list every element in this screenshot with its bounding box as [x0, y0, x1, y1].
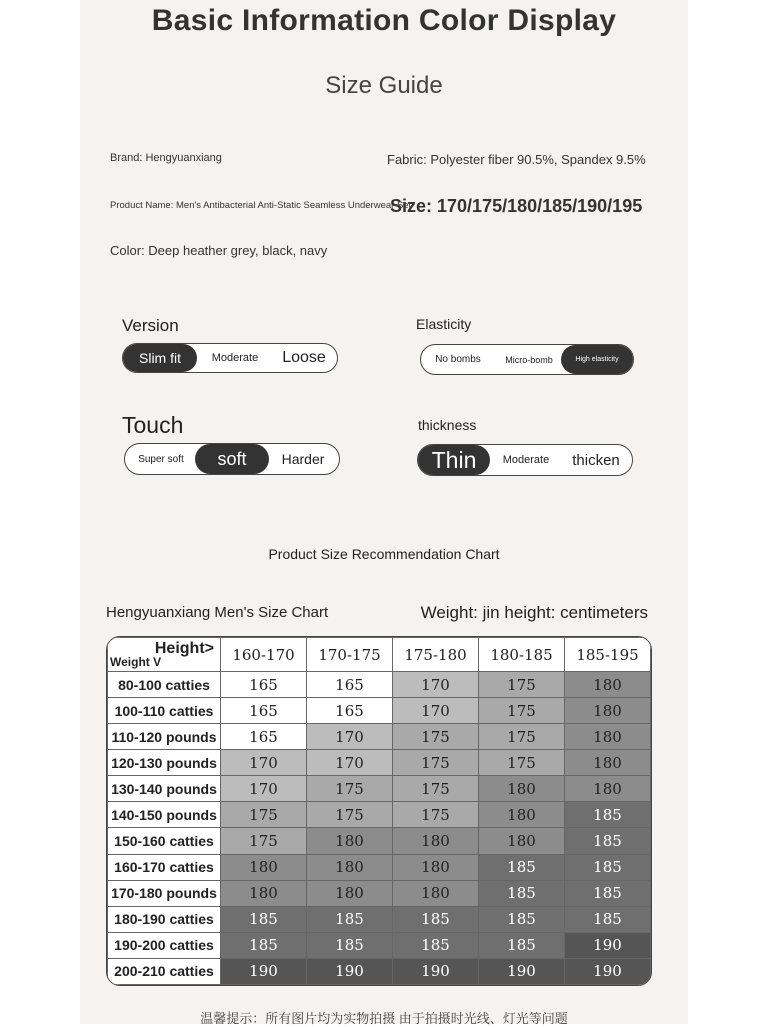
size-range-text: Size: 170/175/180/185/190/195 — [390, 196, 643, 216]
size-chart-row — [108, 958, 651, 984]
size-cell: 180 — [479, 828, 565, 854]
size-cell: 180 — [221, 854, 307, 880]
touch-label: Touch — [122, 412, 184, 438]
size-cell: 180 — [479, 802, 565, 828]
height-axis-label: Height> — [154, 640, 214, 657]
size-cell: 170 — [393, 698, 479, 724]
size-cell: 170 — [393, 672, 479, 698]
weight-row-label: 180-190 catties — [108, 906, 221, 932]
touch-option-super-soft[interactable]: Super soft — [138, 453, 184, 465]
size-cell: 165 — [307, 698, 393, 724]
fabric-text: Fabric: Polyester fiber 90.5%, Spandex 9.5% — [387, 152, 646, 167]
size-cell: 185 — [565, 880, 651, 906]
weight-row-label: 140-150 pounds — [108, 802, 221, 828]
weight-row-label: 200-210 catties — [108, 958, 221, 984]
size-chart-row — [108, 854, 651, 880]
size-cell: 180 — [565, 672, 651, 698]
size-cell: 185 — [221, 932, 307, 958]
height-column-header: 170-175 — [307, 638, 393, 672]
size-cell: 185 — [479, 932, 565, 958]
weight-row-label: 170-180 pounds — [108, 880, 221, 906]
weight-row-label: 100-110 catties — [108, 698, 221, 724]
height-column-header: 180-185 — [479, 638, 565, 672]
size-cell: 165 — [221, 724, 307, 750]
size-cell: 185 — [565, 854, 651, 880]
size-cell: 180 — [393, 880, 479, 906]
size-cell: 165 — [307, 672, 393, 698]
size-chart-row — [108, 724, 651, 750]
size-cell: 185 — [393, 932, 479, 958]
size-chart-table — [106, 636, 652, 986]
size-cell: 165 — [221, 672, 307, 698]
height-column-header: 185-195 — [565, 638, 651, 672]
weight-row-label: 130-140 pounds — [108, 776, 221, 802]
brand-text: Brand: Hengyuanxiang — [110, 152, 222, 164]
size-cell: 175 — [479, 724, 565, 750]
size-cell: 180 — [393, 854, 479, 880]
size-guide-page — [80, 0, 688, 1024]
size-cell: 185 — [565, 802, 651, 828]
recommendation-title: Product Size Recommendation Chart — [268, 546, 500, 562]
weight-row-label: 190-200 catties — [108, 932, 221, 958]
size-cell: 185 — [307, 906, 393, 932]
size-cell: 175 — [221, 828, 307, 854]
version-option-loose[interactable]: Loose — [282, 349, 326, 366]
size-chart-row — [108, 750, 651, 776]
version-option-moderate[interactable]: Moderate — [211, 352, 259, 364]
size-cell: 185 — [479, 854, 565, 880]
size-chart-title: Hengyuanxiang Men's Size Chart — [106, 604, 329, 621]
thickness-option-moderate[interactable]: Moderate — [502, 454, 550, 466]
size-cell: 175 — [393, 724, 479, 750]
elasticity-option-no-bombs[interactable]: No bombs — [435, 354, 481, 365]
size-chart-row — [108, 906, 651, 932]
size-cell: 175 — [393, 750, 479, 776]
size-cell: 170 — [221, 750, 307, 776]
size-chart-row — [108, 776, 651, 802]
size-cell: 190 — [393, 958, 479, 984]
size-cell: 170 — [307, 750, 393, 776]
page-subtitle: Size Guide — [325, 72, 443, 99]
version-selector — [122, 343, 338, 373]
size-cell: 185 — [479, 880, 565, 906]
version-option-slim-fit[interactable]: Slim fit — [123, 344, 197, 372]
thickness-option-thicken[interactable]: thicken — [572, 451, 620, 469]
size-cell: 190 — [307, 958, 393, 984]
size-cell: 180 — [307, 854, 393, 880]
size-cell: 180 — [307, 880, 393, 906]
size-cell: 185 — [221, 906, 307, 932]
page-title: Basic Information Color Display — [151, 4, 617, 37]
thickness-selector — [417, 444, 633, 476]
weight-row-label: 120-130 pounds — [108, 750, 221, 776]
weight-row-label: 80-100 catties — [108, 672, 221, 698]
size-chart-row — [108, 828, 651, 854]
size-cell: 185 — [393, 906, 479, 932]
weight-row-label: 160-170 catties — [108, 854, 221, 880]
size-chart-row — [108, 672, 651, 698]
size-cell: 175 — [393, 776, 479, 802]
size-cell: 180 — [479, 776, 565, 802]
size-chart-header-row — [108, 638, 651, 672]
size-cell: 175 — [393, 802, 479, 828]
size-cell: 175 — [221, 802, 307, 828]
height-column-header: 175-180 — [393, 638, 479, 672]
size-cell: 185 — [307, 932, 393, 958]
size-chart-units: Weight: jin height: centimeters — [420, 603, 648, 622]
size-cell: 190 — [565, 958, 651, 984]
elasticity-selector — [420, 344, 634, 375]
weight-row-label: 110-120 pounds — [108, 724, 221, 750]
size-chart-row — [108, 880, 651, 906]
size-cell: 165 — [221, 698, 307, 724]
height-column-header: 160-170 — [221, 638, 307, 672]
size-chart-row — [108, 932, 651, 958]
size-cell: 185 — [479, 906, 565, 932]
size-cell: 180 — [565, 698, 651, 724]
version-label: Version — [122, 316, 179, 335]
size-cell: 175 — [307, 776, 393, 802]
size-cell: 185 — [565, 906, 651, 932]
size-cell: 180 — [565, 724, 651, 750]
product-name-text: Product Name: Men's Antibacterial Anti-Static Seamless Underwear Set — [110, 200, 412, 211]
size-cell: 175 — [479, 672, 565, 698]
size-chart-row — [108, 802, 651, 828]
elasticity-option-micro-bomb[interactable]: Micro-bomb — [505, 354, 553, 365]
thickness-option-thin[interactable]: Thin — [418, 445, 490, 475]
color-text: Color: Deep heather grey, black, navy — [110, 243, 328, 258]
size-cell: 175 — [479, 750, 565, 776]
size-chart-corner — [108, 638, 221, 672]
footer-note: 温馨提示：所有图片均为实物拍摄 由于拍摄时光线、灯光等问题 — [200, 1011, 568, 1026]
size-cell: 180 — [307, 828, 393, 854]
size-cell: 175 — [307, 802, 393, 828]
size-cell: 190 — [221, 958, 307, 984]
touch-option-soft[interactable]: soft — [195, 444, 269, 474]
size-chart-row — [108, 698, 651, 724]
size-cell: 190 — [565, 932, 651, 958]
size-cell: 180 — [221, 880, 307, 906]
elasticity-label: Elasticity — [416, 316, 472, 332]
thickness-label: thickness — [418, 417, 477, 433]
size-cell: 190 — [479, 958, 565, 984]
size-cell: 185 — [565, 828, 651, 854]
elasticity-option-high[interactable]: High elasticity — [561, 345, 633, 374]
weight-axis-label: Weight V — [110, 655, 162, 669]
size-cell: 175 — [479, 698, 565, 724]
size-cell: 180 — [565, 776, 651, 802]
size-cell: 180 — [393, 828, 479, 854]
touch-selector — [124, 443, 340, 475]
weight-row-label: 150-160 catties — [108, 828, 221, 854]
size-cell: 170 — [221, 776, 307, 802]
touch-option-harder[interactable]: Harder — [281, 451, 325, 467]
size-cell: 170 — [307, 724, 393, 750]
size-cell: 180 — [565, 750, 651, 776]
